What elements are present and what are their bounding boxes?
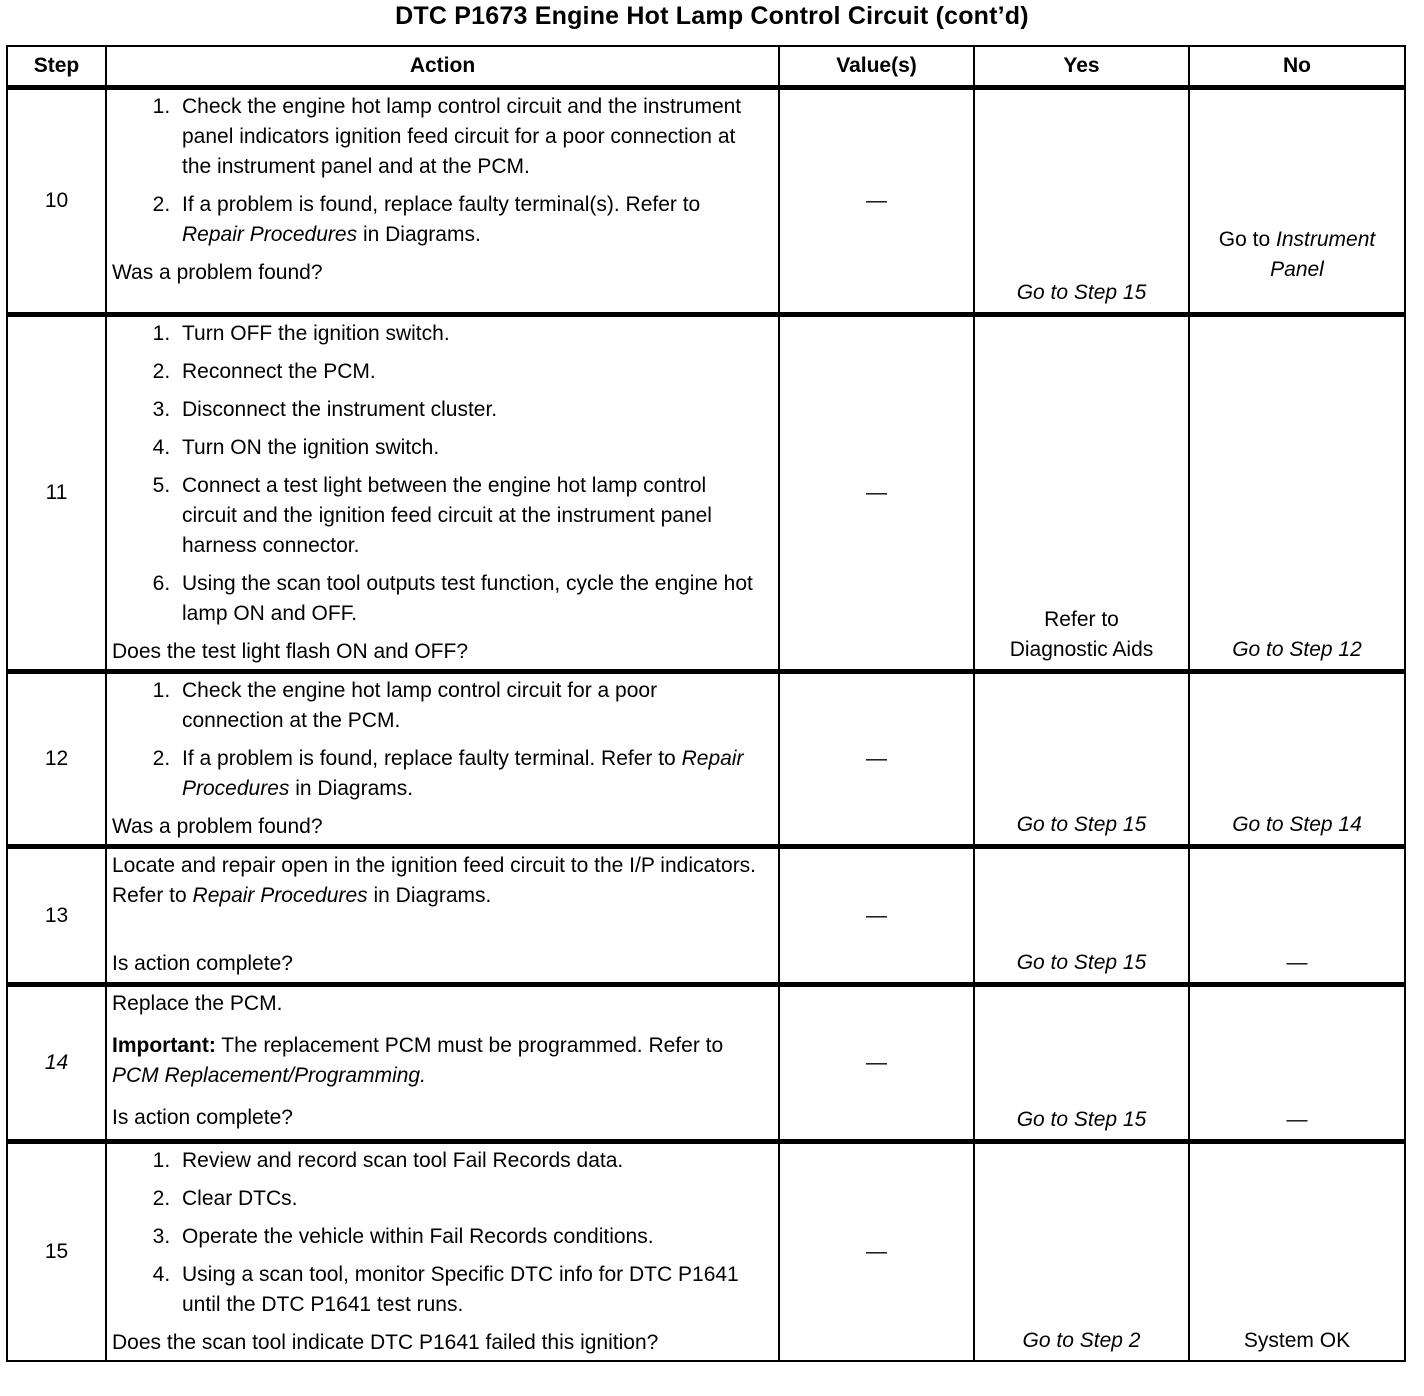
action-cell bbox=[106, 985, 779, 1142]
page-title: DTC P1673 Engine Hot Lamp Control Circuit (cont’d) bbox=[395, 2, 1029, 30]
action-item: 1. Check the engine hot lamp control circuit and the instrument panel indicators ignition feed circuit for a poor connection at the instrument panel and at the PCM. bbox=[176, 92, 758, 182]
action-item: 2. If a problem is found, replace faulty terminal. Refer to Repair Procedures in Diagrams. bbox=[176, 744, 758, 804]
question: Does the test light flash ON and OFF? bbox=[112, 640, 468, 663]
no-cell: — bbox=[1189, 985, 1405, 1142]
value-cell: — bbox=[779, 88, 974, 315]
header-step: Step bbox=[7, 46, 106, 88]
action-cell bbox=[106, 847, 779, 985]
yes-line-2: Diagnostic Aids bbox=[1009, 638, 1154, 661]
action-cell bbox=[106, 88, 779, 315]
yes-cell bbox=[974, 315, 1189, 672]
no-cell: — bbox=[1189, 847, 1405, 985]
yes-cell: Go to Step 15 bbox=[974, 985, 1189, 1142]
no-cell: System OK bbox=[1189, 1142, 1405, 1362]
action-item: 4. Turn ON the ignition switch. bbox=[176, 433, 758, 463]
header-row bbox=[7, 46, 1405, 88]
table-row-step-11 bbox=[7, 315, 1405, 672]
yes-cell: Go to Step 2 bbox=[974, 1142, 1189, 1362]
no-cell: Go to Instrument Panel bbox=[1189, 88, 1405, 315]
repair-procedures-ref: Repair Procedures bbox=[182, 223, 358, 246]
table-row-step-10 bbox=[7, 88, 1405, 315]
table-row-step-15 bbox=[7, 1142, 1405, 1362]
action-item: 3. Disconnect the instrument cluster. bbox=[176, 395, 758, 425]
step-number: 15 bbox=[7, 1142, 106, 1362]
action-cell bbox=[106, 315, 779, 672]
action-cell bbox=[106, 672, 779, 847]
pcm-programming-ref: PCM Replacement/Programming. bbox=[112, 1064, 426, 1087]
question: Was a problem found? bbox=[112, 261, 323, 284]
header-values: Value(s) bbox=[779, 46, 974, 88]
action-item: 2. Reconnect the PCM. bbox=[176, 357, 758, 387]
header-no: No bbox=[1189, 46, 1405, 88]
value-cell: — bbox=[779, 315, 974, 672]
yes-cell: Go to Step 15 bbox=[974, 847, 1189, 985]
question: Is action complete? bbox=[112, 1106, 293, 1129]
header-action: Action bbox=[106, 46, 779, 88]
action-item: 5. Connect a test light between the engine hot lamp control circuit and the ignition feed circuit at the instrument panel harness connector. bbox=[176, 471, 758, 561]
action-text: Replace the PCM. bbox=[112, 992, 283, 1015]
important-note: Important: The replacement PCM must be programmed. Refer to PCM Replacement/Programming. bbox=[112, 1034, 724, 1087]
question: Is action complete? bbox=[112, 952, 293, 975]
no-cell: Go to Step 12 bbox=[1189, 315, 1405, 672]
value-cell: — bbox=[779, 847, 974, 985]
step-number: 14 bbox=[7, 985, 106, 1142]
action-item: 6. Using the scan tool outputs test function, cycle the engine hot lamp ON and OFF. bbox=[176, 569, 758, 629]
step-number: 10 bbox=[7, 88, 106, 315]
action-item: 3. Operate the vehicle within Fail Records conditions. bbox=[176, 1222, 758, 1252]
action-item: 1. Turn OFF the ignition switch. bbox=[176, 319, 758, 349]
table-row-step-12 bbox=[7, 672, 1405, 847]
question: Was a problem found? bbox=[112, 815, 323, 838]
step-number: 11 bbox=[7, 315, 106, 672]
repair-procedures-ref: Repair Procedures bbox=[182, 747, 744, 800]
action-text: Locate and repair open in the ignition feed circuit to the I/P indicators. Refer to Repair Procedures in Diagrams. bbox=[112, 854, 757, 907]
value-cell: — bbox=[779, 985, 974, 1142]
step-number: 12 bbox=[7, 672, 106, 847]
yes-line-1: Refer to bbox=[1044, 608, 1119, 631]
action-item: 1. Check the engine hot lamp control circuit for a poor connection at the PCM. bbox=[176, 676, 758, 736]
header-yes: Yes bbox=[974, 46, 1189, 88]
action-item: 2. If a problem is found, replace faulty terminal(s). Refer to Repair Procedures in Diagrams. bbox=[176, 190, 758, 250]
table-row-step-14 bbox=[7, 985, 1405, 1142]
question: Does the scan tool indicate DTC P1641 failed this ignition? bbox=[112, 1331, 659, 1354]
instrument-panel-ref: Instrument Panel bbox=[1270, 228, 1376, 281]
no-cell: Go to Step 14 bbox=[1189, 672, 1405, 847]
table-row-step-13 bbox=[7, 847, 1405, 985]
action-cell bbox=[106, 1142, 779, 1362]
repair-procedures-ref: Repair Procedures bbox=[192, 884, 368, 907]
value-cell: — bbox=[779, 1142, 974, 1362]
value-cell: — bbox=[779, 672, 974, 847]
diagnostic-table bbox=[6, 45, 1406, 1362]
action-item: 2. Clear DTCs. bbox=[176, 1184, 758, 1214]
important-label: Important: bbox=[112, 1034, 216, 1057]
action-item: 1. Review and record scan tool Fail Records data. bbox=[176, 1146, 758, 1176]
yes-cell: Go to Step 15 bbox=[974, 88, 1189, 315]
step-number: 13 bbox=[7, 847, 106, 985]
action-item: 4. Using a scan tool, monitor Specific DTC info for DTC P1641 until the DTC P1641 test runs. bbox=[176, 1260, 758, 1320]
yes-cell: Go to Step 15 bbox=[974, 672, 1189, 847]
